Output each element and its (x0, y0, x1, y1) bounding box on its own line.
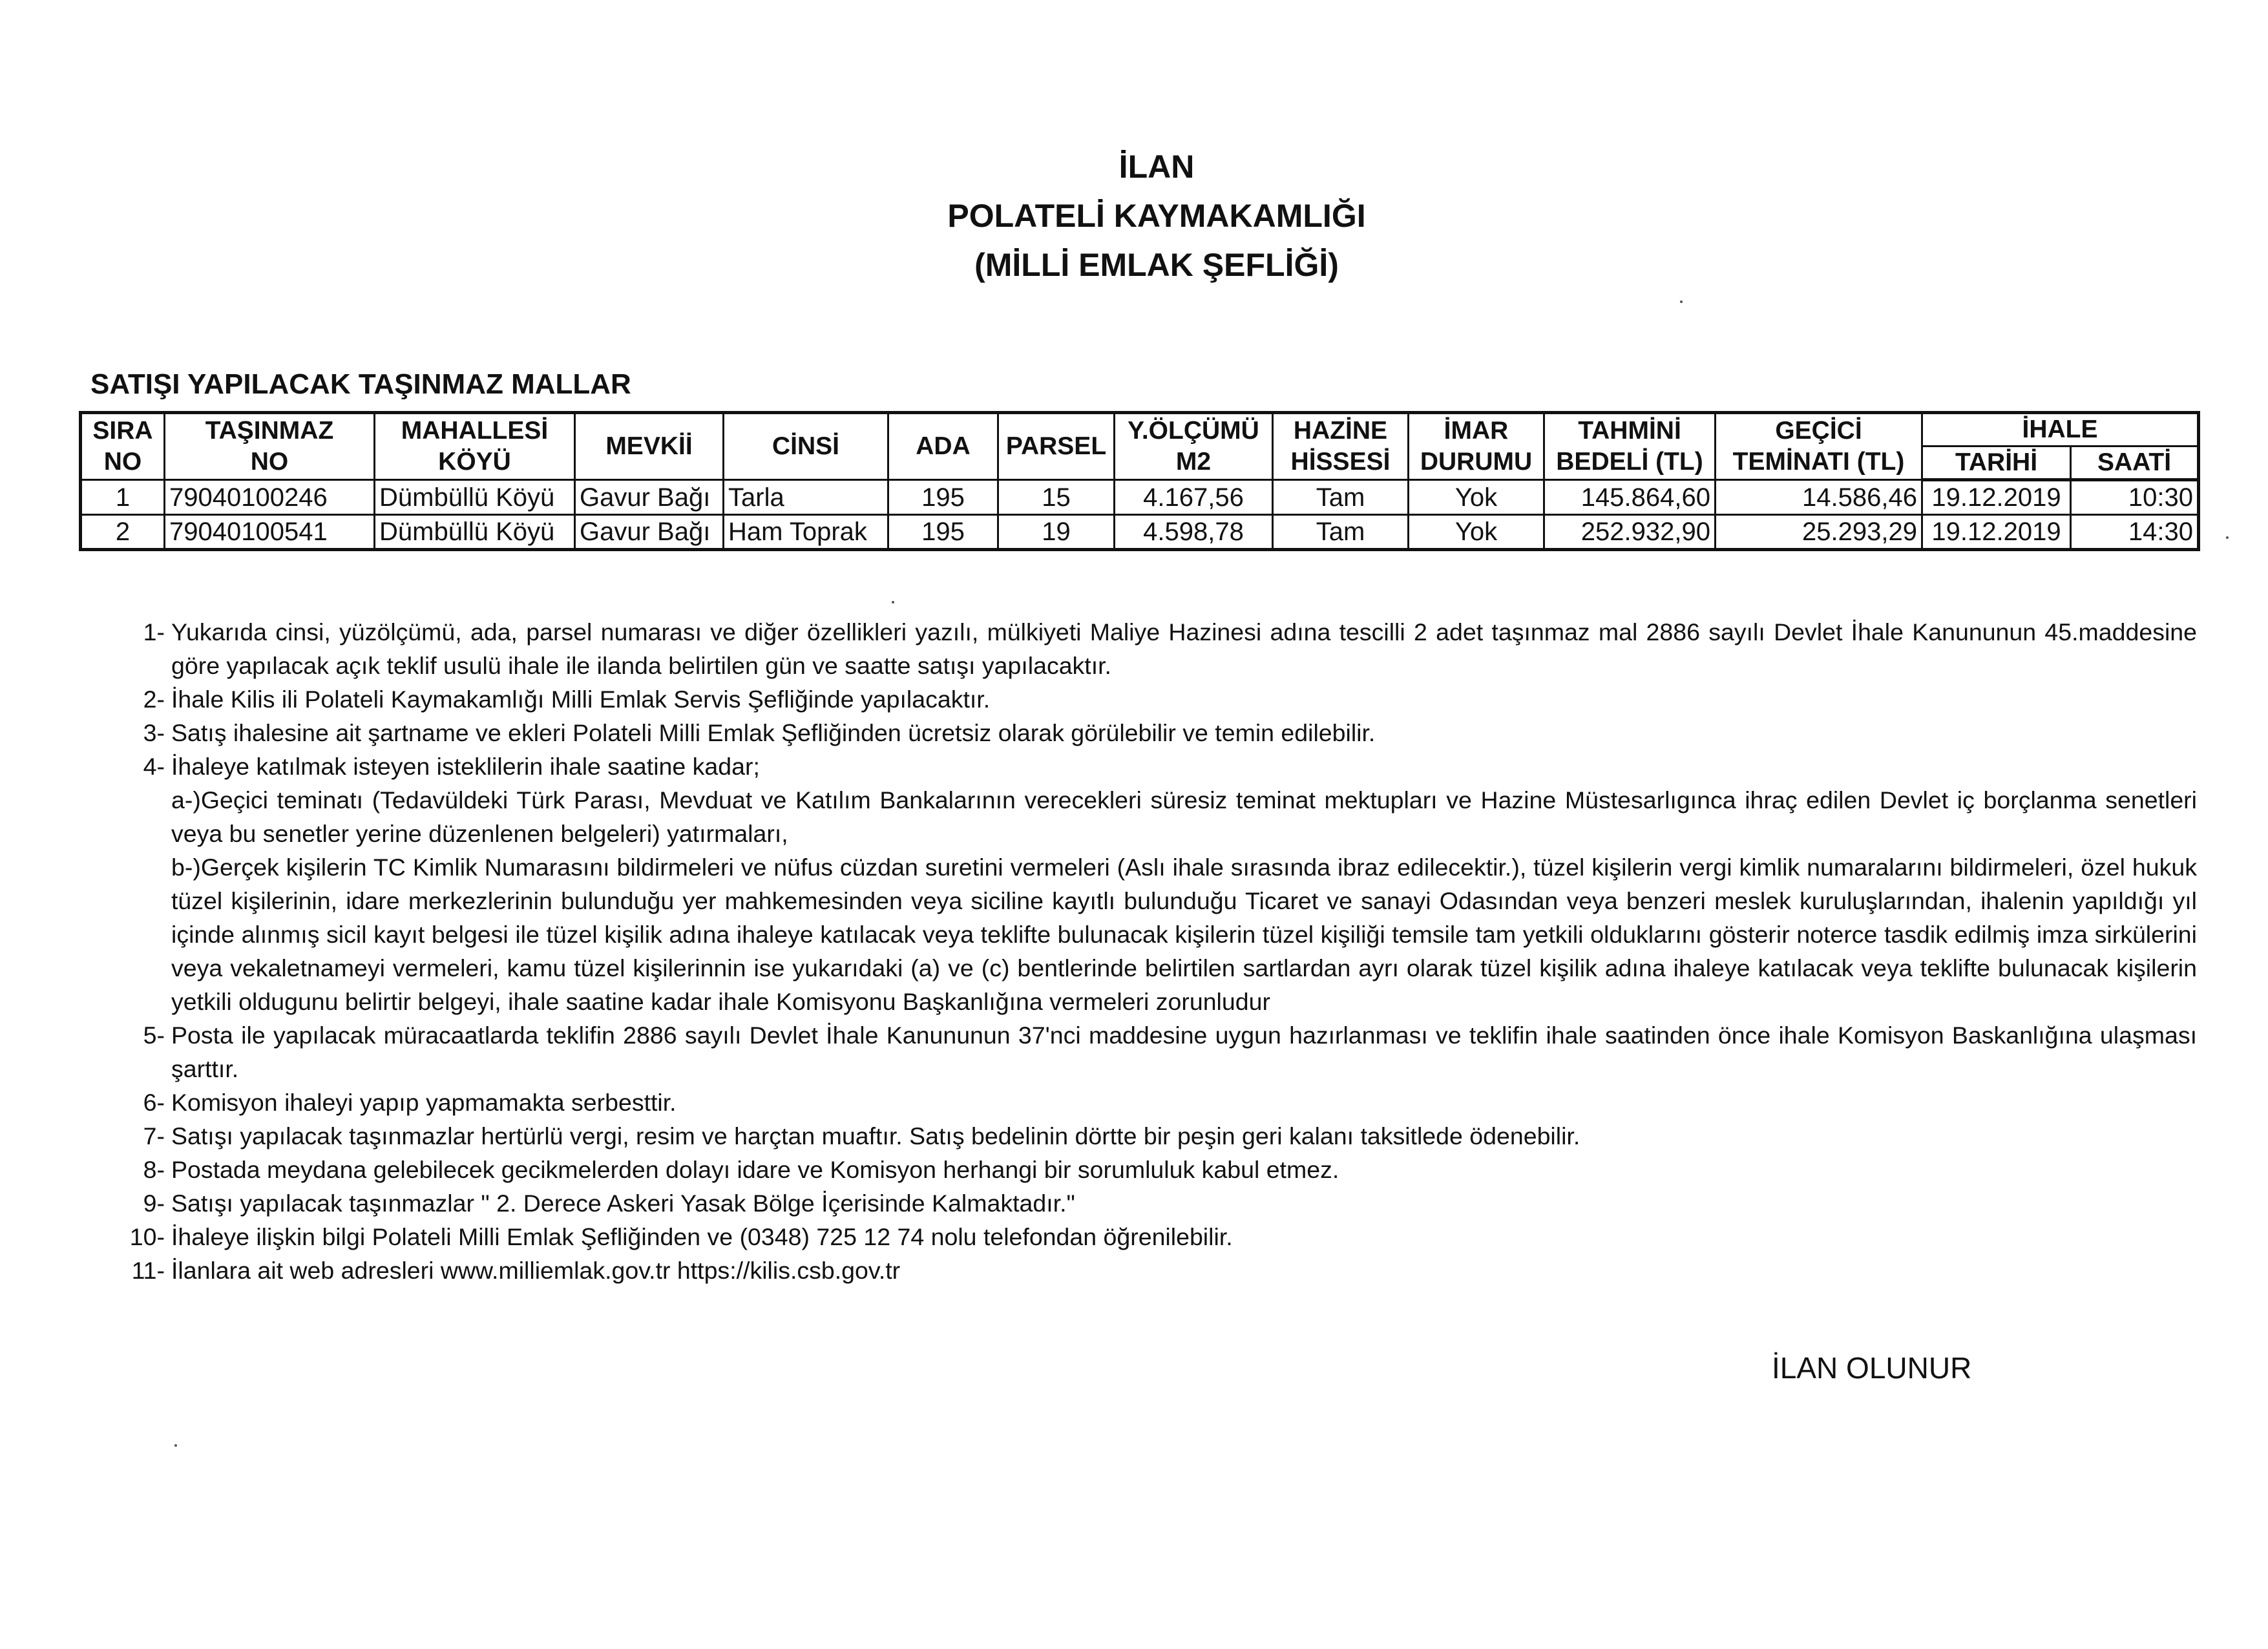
item-number: 11- (131, 1257, 165, 1284)
cell-saat: 14:30 (2071, 515, 2199, 550)
col-header-ada: ADA (888, 413, 998, 480)
item-text: Postada meydana gelebilecek gecikmelerden dolayı idare ve Komisyon herhangi bir sorumluluk kabul etmez. (171, 1156, 1339, 1183)
item-text: Komisyon ihaleyi yapıp yapmamakta serbesttir. (171, 1089, 677, 1116)
closing-statement: İLAN OLUNUR (1772, 1351, 1972, 1385)
cell-mahalle: Dümbüllü Köyü (375, 515, 575, 550)
col-header-saati: SAATİ (2071, 446, 2199, 480)
cell-parsel: 19 (998, 515, 1115, 550)
cell-mevkii: Gavur Bağı (575, 515, 724, 550)
item-number: 4- (143, 753, 165, 780)
cell-sira: 2 (81, 515, 165, 550)
col-header-ihale: İHALE (1922, 413, 2199, 446)
header-title: İLAN (1118, 149, 1195, 185)
list-item (120, 1119, 2197, 1153)
scan-speck (2226, 536, 2229, 539)
cell-cinsi: Ham Toprak (724, 515, 888, 550)
cell-ada: 195 (888, 480, 998, 515)
item-text: Posta ile yapılacak müracaatlarda teklifin 2886 sayılı Devlet İhale Kanununun 37'nci maddesine uygun hazırlanması ve teklifin ihale saatinden önce ihale Komisyon Baskanlığına ulaşması şarttır. (171, 1022, 2197, 1082)
item-text: Satış ihalesine ait şartname ve ekleri Polateli Milli Emlak Şefliğinden ücretsiz olarak görülebilir ve temin edilebilir. (171, 719, 1376, 746)
cell-sira: 1 (81, 480, 165, 515)
cell-tasinmaz-no: 79040100541 (165, 515, 375, 550)
item-number: 10- (129, 1223, 165, 1250)
item-number: 6- (143, 1089, 165, 1116)
property-table (79, 411, 2200, 551)
scan-speck (1680, 300, 1683, 303)
conditions-list (120, 615, 2197, 1287)
item-text: İlanlara ait web adresleri www.milliemlak.gov.tr https://kilis.csb.gov.tr (171, 1257, 901, 1284)
cell-tarih: 19.12.2019 (1922, 515, 2071, 550)
cell-tahmini: 252.932,90 (1544, 515, 1716, 550)
cell-hazine: Tam (1273, 515, 1409, 550)
col-header-sira: SIRA NO (81, 413, 165, 480)
cell-tasinmaz-no: 79040100246 (165, 480, 375, 515)
list-item (120, 1153, 2197, 1186)
document-header (0, 142, 2268, 289)
list-item (120, 750, 2197, 783)
col-header-mevkii: MEVKİİ (575, 413, 724, 480)
cell-imar: Yok (1409, 515, 1544, 550)
cell-gecici: 14.586,46 (1716, 480, 1922, 515)
cell-imar: Yok (1409, 480, 1544, 515)
scan-speck (892, 601, 894, 604)
item-number: 8- (143, 1156, 165, 1183)
col-header-hazine: HAZİNE HİSSESİ (1273, 413, 1409, 480)
cell-cinsi: Tarla (724, 480, 888, 515)
item-text: İhaleye ilişkin bilgi Polateli Milli Emlak Şefliğinden ve (0348) 725 12 74 nolu telefondan öğrenilebilir. (171, 1223, 1233, 1250)
cell-tahmini: 145.864,60 (1544, 480, 1716, 515)
col-header-gecici: GEÇİCİ TEMİNATI (TL) (1716, 413, 1922, 480)
cell-saat: 10:30 (2071, 480, 2199, 515)
list-item (120, 716, 2197, 750)
scan-speck (174, 1444, 177, 1447)
item-text: İhale Kilis ili Polateli Kaymakamlığı Milli Emlak Servis Şefliğinde yapılacaktır. (171, 686, 991, 713)
item-number: 2- (143, 686, 165, 713)
item-number: 1- (143, 618, 165, 646)
cell-mahalle: Dümbüllü Köyü (375, 480, 575, 515)
col-header-cinsi: CİNSİ (724, 413, 888, 480)
item-number: 5- (143, 1022, 165, 1049)
item-text: İhaleye katılmak isteyen isteklilerin ihale saatine kadar; (171, 753, 760, 780)
cell-parsel: 15 (998, 480, 1115, 515)
header-institution: POLATELİ KAYMAKAMLIĞI (947, 198, 1366, 234)
table-row (81, 480, 2199, 515)
list-item (120, 1086, 2197, 1119)
list-item (120, 1220, 2197, 1254)
cell-hazine: Tam (1273, 480, 1409, 515)
cell-olcum: 4.167,56 (1115, 480, 1273, 515)
cell-tarih: 19.12.2019 (1922, 480, 2071, 515)
item-text: Yukarıda cinsi, yüzölçümü, ada, parsel numarası ve diğer özellikleri yazılı, mülkiyeti Maliye Hazinesi adına tescilli 2 adet taşınmaz mal 2886 sayılı Devlet İhale Kanununun 45.maddesine göre yapılacak açık teklif usulü ihale ile ilanda belirtilen gün ve saatte satışı yapılacaktır. (171, 618, 2197, 679)
col-header-tasinmaz: TAŞINMAZ NO (165, 413, 375, 480)
col-header-tarihi: TARİHİ (1922, 446, 2071, 480)
cell-mevkii: Gavur Bağı (575, 480, 724, 515)
table-row (81, 515, 2199, 550)
item-number: 3- (143, 719, 165, 746)
cell-olcum: 4.598,78 (1115, 515, 1273, 550)
col-header-parsel: PARSEL (998, 413, 1115, 480)
col-header-tahmini: TAHMİNİ BEDELİ (TL) (1544, 413, 1716, 480)
list-item (120, 682, 2197, 716)
section-title: SATIŞI YAPILACAK TAŞINMAZ MALLAR (90, 368, 631, 400)
item-number: 9- (143, 1190, 165, 1217)
col-header-olcum: Y.ÖLÇÜMÜ M2 (1115, 413, 1273, 480)
header-department: (MİLLİ EMLAK ŞEFLİĞİ) (974, 247, 1339, 283)
item-text: Satışı yapılacak taşınmazlar " 2. Derece Askeri Yasak Bölge İçerisinde Kalmaktadır." (171, 1190, 1075, 1217)
cell-gecici: 25.293,29 (1716, 515, 1922, 550)
sub-item-a: a-)Geçici teminatı (Tedavüldeki Türk Parası, Mevduat ve Katılım Bankalarının verecekleri süresiz teminat mektupları ve Hazine Müstesarlıgınca ihraç edilen Devlet iç borçlanma senetleri veya bu senetler yerine düzenlenen belgeleri) yatırmaları, (171, 786, 2197, 847)
item-text: Satışı yapılacak taşınmazlar hertürlü vergi, resim ve harçtan muaftır. Satış bedelinin dörtte bir peşin geri kalanı taksitlede ödenebilir. (171, 1122, 1580, 1150)
col-header-imar: İMAR DURUMU (1409, 413, 1544, 480)
cell-ada: 195 (888, 515, 998, 550)
list-item (120, 615, 2197, 682)
list-item (120, 1018, 2197, 1086)
list-item (120, 1186, 2197, 1220)
item-number: 7- (143, 1122, 165, 1150)
col-header-mahalle: MAHALLESİ KÖYÜ (375, 413, 575, 480)
list-item (120, 1254, 2197, 1287)
sub-item-b: b-)Gerçek kişilerin TC Kimlik Numarasını bildirmeleri ve nüfus cüzdan suretini vermeleri (Aslı ihale sırasında ibraz edilecektir.), tüzel kişilerin vergi kimlik numaralarını bildirmeleri, özel hukuk tüzel kişilerinin, idare merkezlerinin bulunduğu yer mahkemesinden veya siciline kayıtlı bulunduğu Ticaret ve sanayi Odasından veya benzeri meslek kuruluşlarından, ihalenin yapıldığı yıl içinde alınmış sicil kayıt belgesi ile tüzel kişilik adına ihaleye katılacak veya teklifte bulunacak kişilerin tüzel kişiliği temsile tam yetkili olduklarını gösterir noterce tasdik edilmiş imza sirkülerini veya vekaletnameyi vermeleri, kamu tüzel kişilerinnin ise yukarıdaki (a) ve (c) bentlerinde belirtilen sartlardan ayrı olarak tüzel kişilik adına ihaleye katılacak veya teklifte bulunacak kişilerin yetkili oldugunu belirtir belgeyi, ihale saatine kadar ihale Komisyonu Başkanlığına vermeleri zorunludur (171, 854, 2197, 1015)
table-header-row (81, 413, 2199, 446)
